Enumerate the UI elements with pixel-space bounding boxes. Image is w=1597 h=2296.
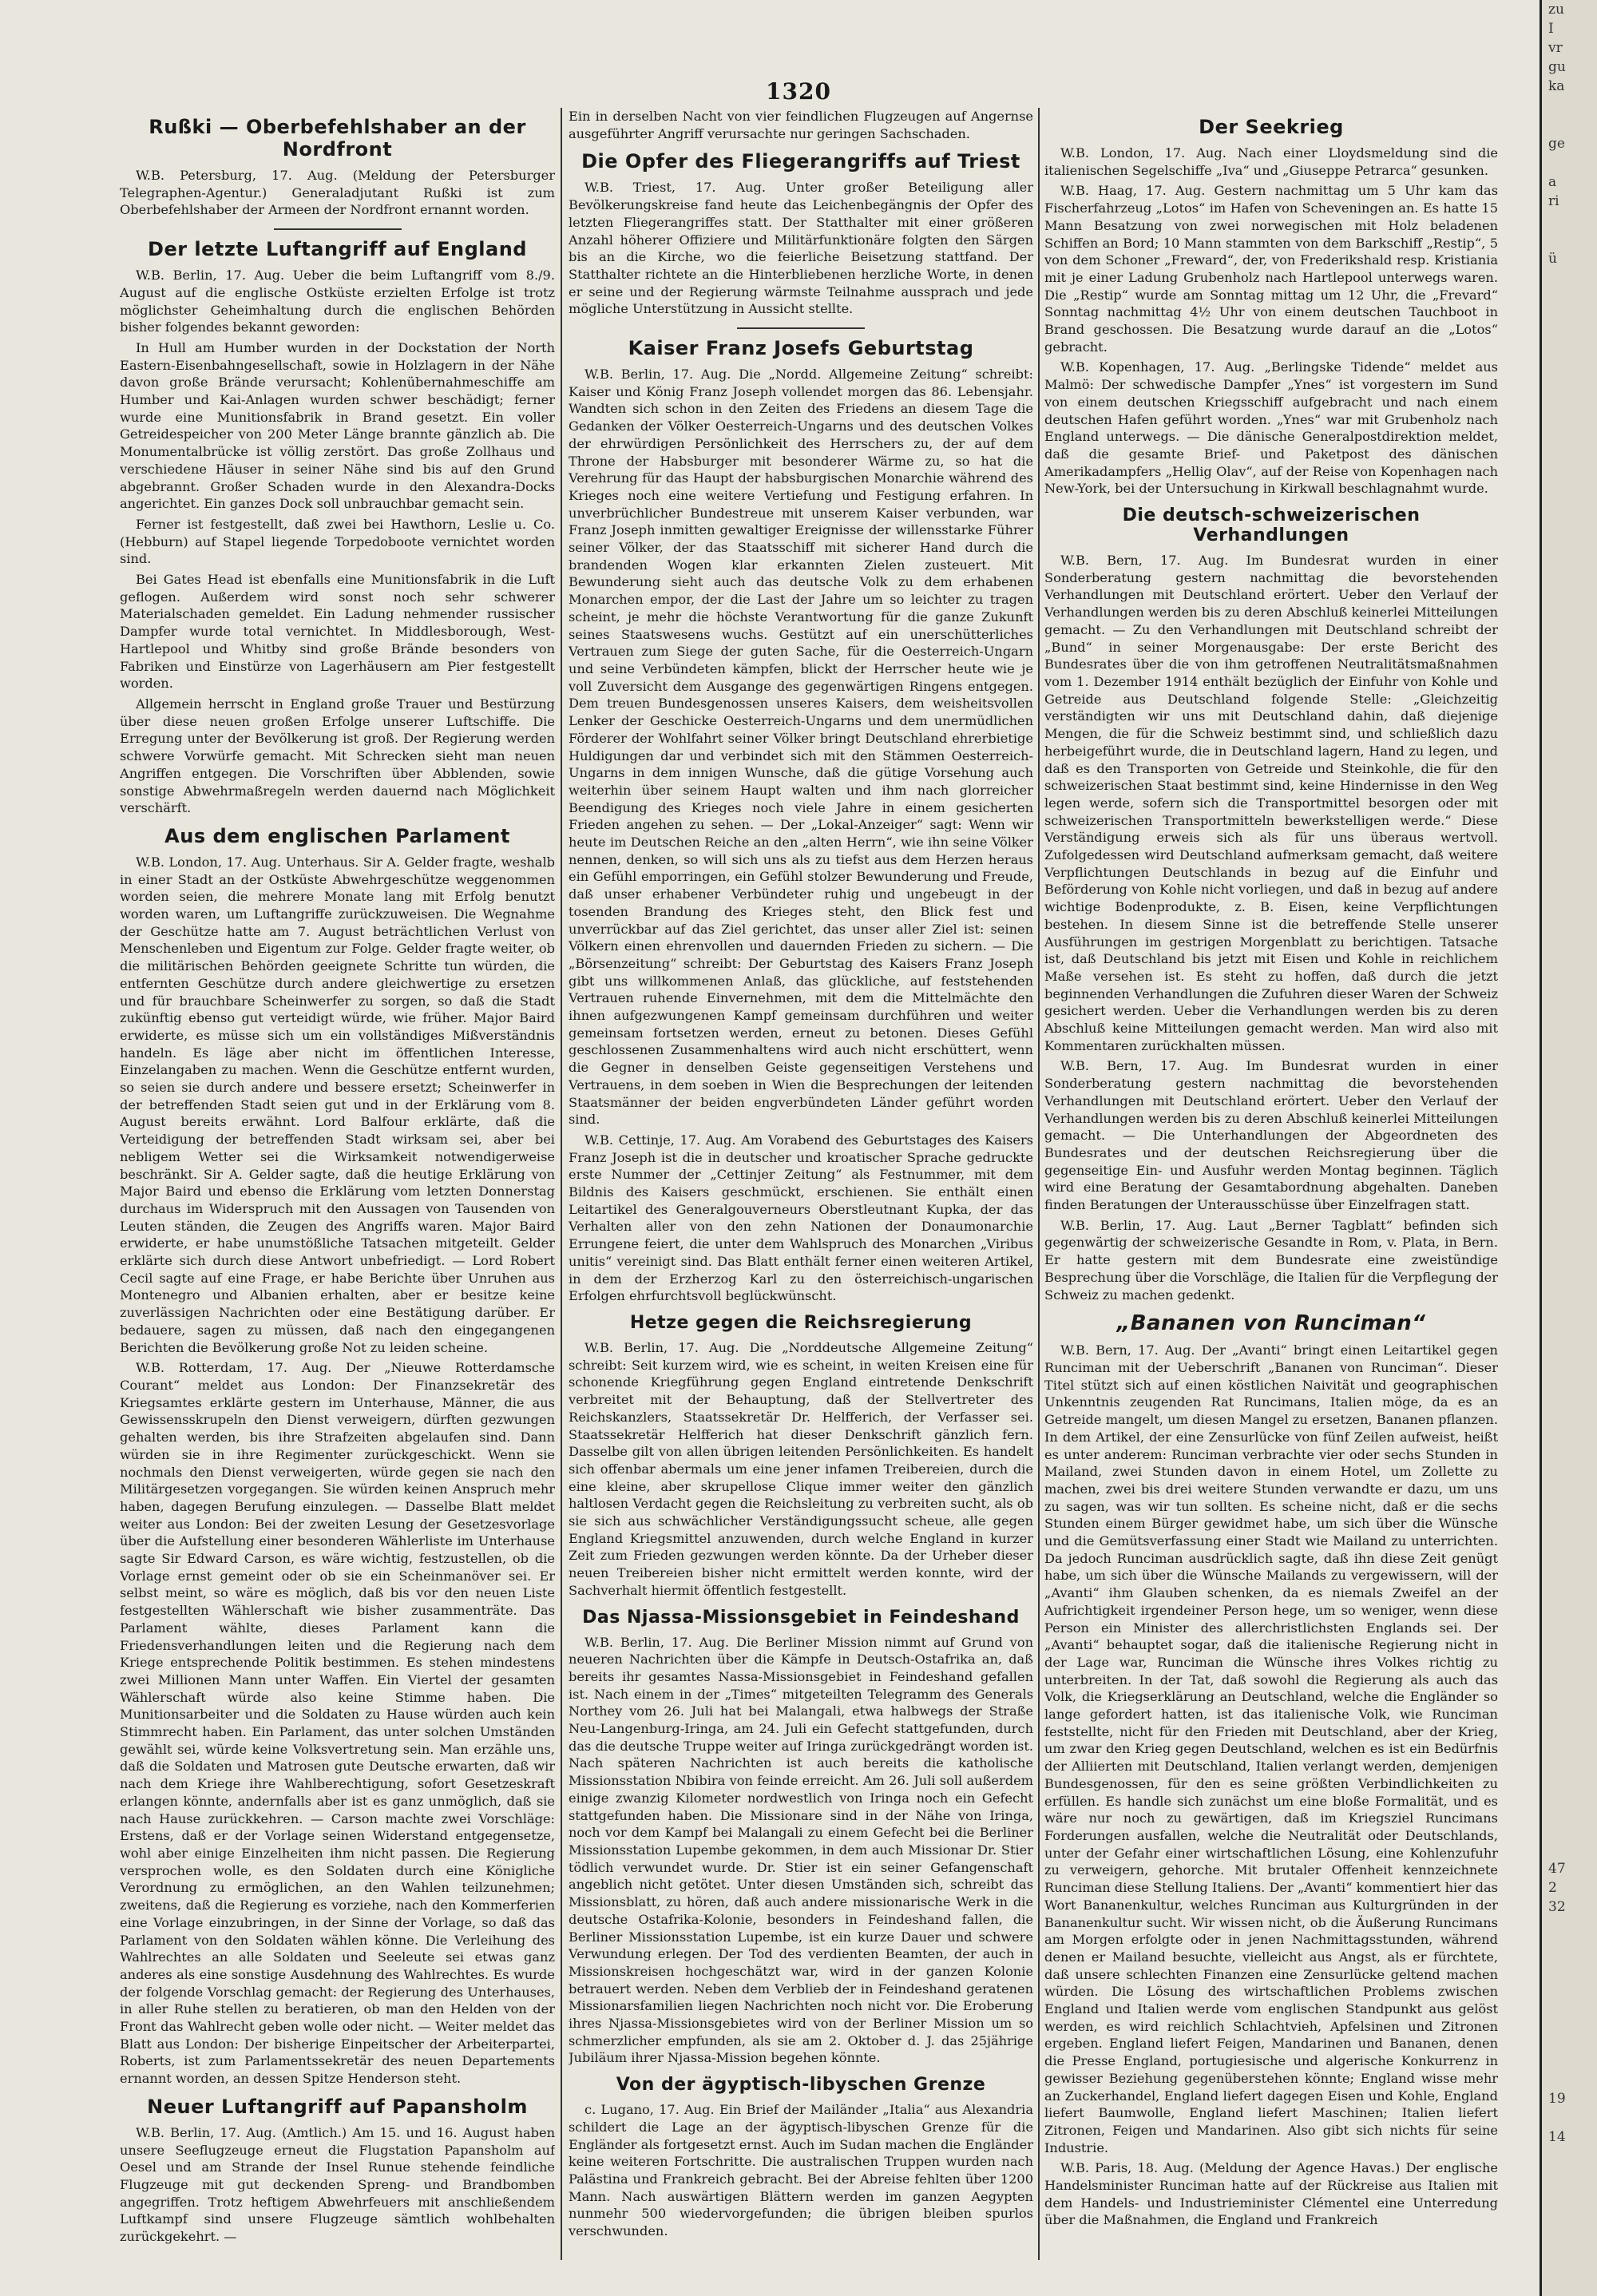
edge-fragment <box>1542 1035 1597 1054</box>
edge-fragment: I <box>1548 21 1554 37</box>
edge-fragment <box>1542 1572 1597 1591</box>
edge-fragment <box>1542 1265 1597 1284</box>
headline-luftangriff-england: Der letzte Luftangriff auf England <box>148 238 527 261</box>
edge-fragment: vr <box>1548 40 1563 56</box>
edge-fragment <box>1542 517 1597 537</box>
edge-fragment: 2 <box>1548 1880 1557 1896</box>
edge-fragment <box>1542 1437 1597 1457</box>
paragraph: W.B. Kopenhagen, 17. Aug. „Berlingske Tidende“ meldet aus Malmö: Der schwedische Dampfer „Ynes“ ist vorgestern im Sund von einem deutschen Kriegsschiff aufgebracht und nach einem deutschen Hafen geführt worden. „Ynes“ war mit Grubenholz nach England unterwegs. — Die dänische Generalpostdirektion meldet, daß die gesamte Brief- und Paketpost des dänischen Amerikadampfers „Hellig Olav“, auf der Reise von Kopenhagen nach New-York, bei der Untersuchung in Kirkwall beschlagnahmt wurde. <box>1044 359 1498 497</box>
edge-fragment <box>1542 1303 1597 1322</box>
edge-fragment <box>1542 1629 1597 1648</box>
edge-fragment <box>1542 383 1597 402</box>
edge-fragment <box>1542 153 1597 172</box>
edge-fragment <box>1542 1610 1597 1629</box>
paragraph: Ferner ist festgestellt, daß zwei bei Hawthorn, Leslie u. Co. (Hebburn) auf Stapel liegende Torpedoboote vernichtet worden sind. <box>120 516 555 567</box>
edge-fragment <box>1542 2108 1597 2127</box>
column-rule-1 <box>561 108 562 2260</box>
edge-fragment <box>1542 594 1597 613</box>
edge-fragment <box>1542 1457 1597 1476</box>
edge-fragment <box>1542 747 1597 767</box>
paragraph: W.B. Bern, 17. Aug. Im Bundesrat wurden in einer Sonderberatung gestern nachmittag die bevorstehenden Verhandlungen mit Deutschland erörtert. Ueber den Verlauf der Verhandlungen werden bis zu deren Abschluß keinerlei Mitteilungen gemacht. — Zu den Verhandlungen mit Deutschland schreibt der „Bund“ in seiner Morgenausgabe: Der erste Bericht des Bundesrates über die von ihm getroffenen Neutralitätsmaßnahmen vom 1. Dezember 1914 enthält bezüglich der Einfuhr von Kohle und Getreide aus Deutschland folgende Stelle: „Gleichzeitig verständigten wir uns mit Deutschland dahin, daß diejenige Mengen, die für die Schweiz bestimmt sind, und schließlich dazu herbeigeführt wurde, die in Deutschland lagern, Hand zu legen, und daß es den Transporten von Getreide und Steinkohle, die für den schweizerischen Staat bestimmt sind, keine Hindernisse in den Weg legen werde, sofern sich die Transportmittel besorgen oder mit schweizerischen Transportmitteln bewerkstelligen werde.“ Diese Verständigung erweis sich als für uns überaus wertvoll. Zufolgedessen wird Deutschland aufmerksam gemacht, daß weitere Verpflichtungen Deutschlands in bezug auf die Einfuhr und Beförderung von Kohle nicht vorliegen, und daß in bezug auf andere wichtige Bodenprodukte, z. B. Eisen, keine Verpflichtungen bestehen. In diesem Sinne ist die betreffende Stelle unserer Ausführungen im gestrigen Morgenblatt zu berichtigen. Tatsache ist, daß Deutschland bis jetzt mit Eisen und Kohle in reichlichem Maße versehen ist. Es steht zu hoffen, daß durch die jetzt beginnenden Verhandlungen die Zufuhren dieser Waren der Schweiz gesichert werden. Ueber die Verhandlungen werden bis zu deren Abschluß keine Mitteilungen gemacht werden. Man wird also mit Kommentaren zurückhalten müssen. <box>1044 553 1498 1053</box>
edge-fragment <box>1542 1648 1597 1667</box>
edge-fragment <box>1542 2051 1597 2070</box>
edge-fragment <box>1542 1840 1597 1859</box>
edge-fragment <box>1542 1322 1597 1342</box>
paragraph: W.B. Cettinje, 17. Aug. Am Vorabend des Geburtstages des Kaisers Franz Joseph ist die in deutscher und kroatischer Sprache gedruckte erste Nummer der „Cettinjer Zeitung“ als Festnummer, mit dem Bildnis des Kaisers geschmückt, erschienen. Sie enthält einen Leitartikel des Generalgouverneurs Oberstleutnant Kupka, der das Verhalten aller von den zehn Nationen der Donaumonarchie Errungene feiert, die unter dem Wahlspruch des Monarchen „Viribus unitis“ vereinigt sind. Das Blatt enthält ferner einen weiteren Artikel, in dem der Erzherzog Karl zu den österreichisch-ungarischen Erfolgen ehrfurchtsvoll beglückwünscht. <box>569 1132 1033 1304</box>
edge-fragment <box>1542 1725 1597 1744</box>
paragraph: W.B. London, 17. Aug. Unterhaus. Sir A. Gelder fragte, weshalb in einer Stadt an der Ostküste Abwehrgeschütze weggenommen worden seien, die mehrere Monate lang mit Erfolg benutzt worden waren, um Luftangriffe zurückzuweisen. Die Wegnahme der Geschütze hatte am 7. August beträchtlichen Verlust von Menschenleben und Eigentum zur Folge. Gelder fragte weiter, ob die militärischen Behörden geeignete Schritte tun würden, die entfernten Geschütze durch andere gleichwertige zu ersetzen und für brauchbare Scheinwerfer zu sorgen, so daß die Stadt zukünftig ebenso gut verteidigt würde, wie früher. Major Baird erwiderte, es müsse sich um ein vollständiges Mißverständnis handeln. Es läge aber nicht im öffentlichen Interesse, Einzelangaben zu machen. Wenn die Geschütze entfernt wurden, so seien sie durch andere und bessere ersetzt; Scheinwerfer in der betreffenden Stadt seien gut und in der Erklärung vom 8. August bereits erwähnt. Lord Balfour erklärte, daß die Verteidigung der betreffenden Stadt wirksam sei, aber bei nebligem Wetter sei die Wirksamkeit notwendigerweise beschränkt. Sir A. Gelder sagte, daß die heutige Erklärung von Major Baird und ebenso die Erklärung vom letzten Donnerstag durchaus im Widerspruch mit den Aussagen von Tausenden von Leuten ständen, die Zeugen des Angriffs waren. Major Baird erwiderte, er habe unumstößliche Tatsachen mitgeteilt. Gelder erklärte sich durch diese Antwort unbefriedigt. — Lord Robert Cecil sagte auf eine Frage, er habe Berichte über Unruhen aus Montenegro und Albanien erhalten, aber er besitze keine zuverlässigen Nachrichten oder eine Bestätigung darüber. Er bedauere, sagen zu müssen, daß nach den eingegangenen Berichten die Bevölkerung große Not zu leiden scheine. <box>120 854 555 1355</box>
edge-fragment <box>1542 2166 1597 2185</box>
edge-fragment: 19 <box>1548 2091 1566 2107</box>
edge-fragment <box>1542 422 1597 441</box>
edge-fragment <box>1542 767 1597 786</box>
edge-fragment <box>1542 997 1597 1016</box>
paragraph: W.B. Berlin, 17. Aug. (Amtlich.) Am 15. und 16. August haben unsere Seeflugzeuge erneut die Flugstation Papansholm auf Oesel und am Strande der Insel Runue stehende feindliche Flugzeuge mit gut deckenden Spreng- und Brandbomben angegriffen. Trotz heftigem Abwehrfeuers mit anschließendem Luftkampf sind unsere Flugzeuge sämtlich wohlbehalten zurückgekehrt. — <box>120 2124 555 2245</box>
headline-seekrieg: Der Seekrieg <box>1199 116 1344 138</box>
edge-fragment <box>1542 1112 1597 1131</box>
edge-fragment <box>1542 537 1597 556</box>
edge-fragment <box>1542 1936 1597 1955</box>
edge-fragment <box>1542 1207 1597 1227</box>
column-3 <box>1044 108 1498 2264</box>
edge-fragment <box>1542 1591 1597 1610</box>
edge-fragment <box>1542 1763 1597 1782</box>
edge-fragment <box>1542 901 1597 920</box>
edge-fragment <box>1542 843 1597 862</box>
edge-fragment <box>1542 1169 1597 1188</box>
edge-fragment <box>1542 307 1597 326</box>
page-number: 1320 <box>766 78 831 105</box>
edge-fragment <box>1542 556 1597 575</box>
edge-fragment <box>1542 326 1597 345</box>
paragraph: Ein in derselben Nacht von vier feindlichen Flugzeugen auf Angernse ausgeführter Angriff verursachte nur geringen Sachschaden. <box>569 109 1033 141</box>
divider <box>737 327 865 329</box>
edge-fragment <box>1542 805 1597 824</box>
edge-fragment <box>1542 1380 1597 1399</box>
edge-fragment <box>1542 1188 1597 1207</box>
edge-fragment <box>1542 1016 1597 1035</box>
edge-fragment <box>1542 613 1597 632</box>
column-rule-2 <box>1038 108 1040 2260</box>
column-2 <box>569 108 1033 2264</box>
edge-fragment <box>1542 1917 1597 1936</box>
paragraph: Bei Gates Head ist ebenfalls eine Munitionsfabrik in die Luft geflogen. Außerdem wird sonst noch sehr schwerer Materialschaden gemeldet. Ein Ladung nehmender russischer Dampfer wurde total vernichtet. In Middlesborough, West-Hartlepool und Whitby sind große Brände besonders von Fabriken und Einstürze von Lagerhäusern am Pier festgestellt worden. <box>120 572 555 692</box>
paragraph: W.B. Haag, 17. Aug. Gestern nachmittag um 5 Uhr kam das Fischerfahrzeug „Lotos“ im Hafen von Scheveningen an. Es hatte 15 Mann Besatzung von zwei norwegischen mit Holz beladenen Schiffen an Bord; 10 Mann stammten von dem Barkschiff „Restip“, 5 von dem Schoner „Freward“, der, von Frederikshald resp. Kristiania mit je einer Ladung Grubenholz nach Hartlepool unterwegs waren. Die „Restip“ wurde am Sonntag mittag um 12 Uhr, die „Frevard“ Sonntag nachmittag 4½ Uhr von einem deutschen Tauchboot in Brand geschossen. Die Besatzung wurde darauf an die „Lotos“ gebracht. <box>1044 183 1498 355</box>
headline-triest: Die Opfer des Fliegerangriffs auf Triest <box>581 150 1020 173</box>
edge-fragment <box>1542 1054 1597 1073</box>
edge-fragment <box>1542 1284 1597 1303</box>
divider <box>274 228 402 230</box>
edge-fragment <box>1542 671 1597 690</box>
edge-fragment <box>1542 862 1597 882</box>
edge-fragment <box>1542 824 1597 843</box>
edge-fragment <box>1542 632 1597 652</box>
edge-fragment <box>1542 575 1597 594</box>
edge-fragment <box>1542 958 1597 977</box>
edge-fragment <box>1542 728 1597 747</box>
edge-fragment: ka <box>1548 78 1565 94</box>
edge-fragment <box>1542 2070 1597 2089</box>
edge-fragment <box>1542 1073 1597 1092</box>
headline-franz-josef: Kaiser Franz Josefs Geburtstag <box>628 337 974 360</box>
edge-fragment <box>1542 690 1597 709</box>
edge-fragment: gu <box>1548 59 1566 75</box>
edge-fragment <box>1542 268 1597 287</box>
headline-papansholm: Neuer Luftangriff auf Papansholm <box>147 2095 528 2118</box>
headline-englisches-parlament: Aus dem englischen Parlament <box>164 824 510 847</box>
paragraph: W.B. Berlin, 17. Aug. Die „Norddeutsche Allgemeine Zeitung“ schreibt: Seit kurzem wird, wie es scheint, in weiten Kreisen eine für schonende Kriegführung gegen England eintretende Denkschrift verbreitet mit der Behauptung, daß der Stellvertreter des Reichskanzlers, Staatssekretär Dr. Helfferich, der Verfasser sei. Staatssekretär Helfferich hat dieser Denkschrift gänzlich fern. Dasselbe gilt von allen übrigen leitenden Persönlichkeiten. Es handelt sich offenbar abermals um eine jener infamen Treibereien, durch die eine kleine, aber skrupellose Clique immer weiter den gänzlich haltlosen Verdacht gegen die Reichsleitung zu verbreiten sucht, als ob sie sich aus schwächlicher Verständigungssucht scheue, alle gegen England Kriegsmittel anzuwenden, durch welche England in kurzer Zeit zum Frieden gezwungen werden könnte. Da der Urheber dieser neuen Treibereien bisher nicht ermittelt werden konnte, wird der Sachverhalt hiermit öffentlich festgestellt. <box>569 1340 1033 1598</box>
edge-fragment: 14 <box>1548 2129 1566 2145</box>
edge-fragment <box>1542 402 1597 422</box>
edge-fragment: 32 <box>1548 1899 1566 1915</box>
edge-fragment <box>1542 96 1597 115</box>
edge-fragment <box>1542 1533 1597 1552</box>
adjacent-page-edge <box>1540 0 1597 2296</box>
edge-fragment <box>1542 1092 1597 1112</box>
edge-fragment <box>1542 1227 1597 1246</box>
edge-fragment <box>1542 2032 1597 2051</box>
edge-fragment <box>1542 1821 1597 1840</box>
edge-fragment <box>1542 977 1597 997</box>
edge-fragment <box>1542 1361 1597 1380</box>
edge-fragment <box>1542 1495 1597 1514</box>
edge-fragment <box>1542 1744 1597 1763</box>
edge-fragment <box>1542 2147 1597 2166</box>
edge-fragment <box>1542 1706 1597 1725</box>
edge-fragment <box>1542 2223 1597 2242</box>
edge-fragment <box>1542 1974 1597 1993</box>
headline-runciman: „Bananen von Runciman“ <box>1116 1311 1426 1336</box>
headline-njassa: Das Njassa-Missionsgebiet in Feindeshand <box>582 1607 1020 1628</box>
paragraph: W.B. Bern, 17. Aug. Im Bundesrat wurden in einer Sonderberatung gestern nachmittag die bevorstehenden Verhandlungen mit Deutschland erörtert. Ueber den Verlauf der Verhandlungen werden bis zu deren Abschluß keinerlei Mitteilungen gemacht. — Die Unterhandlungen der Abgeordneten des Bundesrates und der deutschen Reichsregierung über die gegenseitige Ein- und Ausfuhr werden Montag beginnen. Täglich wird eine Beratung der Gesamtabordnung abgehalten. Daneben finden Beratungen der Unterausschüsse über Einzelfragen statt. <box>1044 1058 1498 1213</box>
paragraph: W.B. Bern, 17. Aug. Der „Avanti“ bringt einen Leitartikel gegen Runciman mit der Ueberschrift „Bananen von Runciman“. Dieser Titel stützt sich auf einen köstlichen Naivität und geographischen Unkenntnis zeugenden Rat Runcimans, Italien möge, da es an Getreide mangelt, um diesen Mangel zu ersetzen, Bananen pflanzen. In dem Artikel, der eine Zensurlücke von fünf Zeilen aufweist, heißt es unter anderem: Runciman verbrachte vier oder sechs Stunden in Mailand, zwei Stunden davon in einem Hotel, um Zollette zu machen, zwei bis drei weitere Stunden verwandte er dazu, um uns zu sagen, was wir tun sollten. Es scheine nicht, daß er die sechs Stunden einem Bürger gewidmet habe, um sich über die Wünsche und die Gemütsverfassung einer Stadt wie Mailand zu unterrichten. Da jedoch Runciman ausdrücklich sagte, daß ihn diese Zeit genügt habe, um sich über die Wünsche Mailands zu vergewissern, will der „Avanti“ ihm Glauben schenken, da es niemals Zweifel an der Aufrichtigkeit irgendeiner Person hege, um so weniger, wenn diese Person ein Minister des allerchristlichsten Englands sei. Der „Avanti“ behauptet sogar, daß die italienische Regierung nicht in der Lage war, Runciman die Wünsche ihres Volkes richtig zu unterbreiten. In der Tat, daß sowohl die Regierung als auch das Volk, die Kriegserklärung an Deutschland, welche die Engländer so lange gefordert hatten, ist das italienische Volk, wie Runciman feststellte, nicht für den Frieden mit Deutschland, aber der Krieg, um zwar den Krieg gegen Deutschland, welchen es ist ein Bedürfnis der Alliierten mit Deutschland, Italien verlangt werden, demjenigen Bundesgenossen, für den es seine größten Verbindlichkeiten zu erfüllen. Es handle sich zunächst um eine bloße Formalität, und es wäre nur noch zu gewärtigen, daß im Kriegsziel Runcimans Forderungen ausfallen, welche die Neutralität oder Deutschlands, unter der Gefahr einer wirtschaftlichen Lösung, eine Kohlenzufuhr zu verweigern, gehorche. Mit brutaler Offenheit kennzeichnete Runciman diese Stellung Italiens. Der „Avanti“ kommentiert hier das Wort Bananenkultur, welches Runciman aus Kulturgründen in der Bananenkultur sucht. Wir wissen nicht, ob die Äußerung Runcimans am Morgen erfolgte oder in jenen Nachmittagsstunden, während denen er Mailand besuchte, vielleicht aus Angst, als er fürchtete, daß unsere schlechten Finanzen eine Zensurlücke geltend machen würden. Die Lösung des wirtschaftlichen Problems zwischen England und Italien werde vom englischen Standpunkt aus gelöst werden, es wird reichlich Schlachtvieh, Apfelsinen und Zitronen ergeben. England liefert Feigen, Mandarinen und Bananen, denen die Presse England, portugiesische und algerische Konkurrenz in gewisser Beziehung gegenüberstehen könnte; England wisse mehr an Zuckerhandel, England liefert dagegen Eisen und Kohle, England liefert Baumwolle, England liefert Maschinen; Italien liefert Zitronen, Feigen und Mandarinen. Also gibt sich nichts für seine Industrie. <box>1044 1342 1498 2155</box>
edge-fragment <box>1542 1246 1597 1265</box>
edge-fragment <box>1542 1802 1597 1821</box>
edge-fragment <box>1542 1552 1597 1572</box>
edge-fragment: zu <box>1548 2 1564 18</box>
edge-fragment <box>1542 786 1597 805</box>
paragraph: W.B. London, 17. Aug. Nach einer Lloydsmeldung sind die italienischen Segelschiffe „Iva“ und „Giuseppe Petrarca“ gesunken. <box>1044 145 1498 178</box>
edge-fragment <box>1542 287 1597 307</box>
edge-fragment <box>1542 2204 1597 2223</box>
edge-fragment <box>1542 345 1597 364</box>
headline-schweiz: Die deutsch-schweizerischen Verhandlungen <box>1122 506 1421 546</box>
paragraph: W.B. Berlin, 17. Aug. Die „Nordd. Allgemeine Zeitung“ schreibt: Kaiser und König Franz Joseph vollendet morgen das 86. Lebensjahr. Wandten sich schon in den Zeiten des Friedens an diesem Tage die Gedanken der Völker Oesterreich-Ungarns und des deutschen Volkes der ehrwürdigen Persönlichkeit des Herrschers zu, der auf dem Throne der Habsburger mit besonderer Wärme zu, so hat die Verehrung für das Haupt der habsburgischen Monarchie während des Krieges noch eine weitere Vertiefung und Festigung erfahren. In unverbrüchlicher Bundestreue mit unserem Kaiser verbunden, war Franz Joseph inmitten gewaltiger Ereignisse der willensstarke Führer seiner Völker, der das Staatsschiff mit sicherer Hand durch die brandenden Wogen klar erkannten Zielen zusteuert. Mit Bewunderung sieht auch das deutsche Volk zu dem erhabenen Monarchen empor, der die Last der Jahre um so leichter zu tragen scheint, je mehr die höchste Verantwortung für die ganze Zukunft seines Staatswesens wuchs. Gestützt auf ein unerschütterliches Vertrauen zum Siege der guten Sache, für die Oesterreich-Ungarn und seine Verbündeten kämpfen, blickt der Herrscher heute wie je voll Zuversicht dem Ausgange des gegenwärtigen Ringens entgegen. Dem treuen Bundesgenossen unseres Kaisers, dem weisheitsvollen Lenker der Geschicke Oesterreich-Ungarns und dem unermüdlichen Förderer der Wohlfahrt seiner Völker bringt Deutschland ehrerbietige Huldigungen dar und verbindet sich mit den Stämmen Oesterreich-Ungarns in dem innigen Wunsche, daß die gütige Vorsehung auch weiterhin über seinem Haupt walten und ihm nach glorreicher Beendigung des Krieges noch viele Jahre in einem gesicherten Frieden angehen zu sehen. — Der „Lokal-Anzeiger“ sagt: Wenn wir heute im Deutschen Reiche an den „alten Herrn“, wie ihn seine Völker nennen, denken, so will sich uns als zu tiefst aus dem Herzen heraus ein Gefühl emporringen, ein Gefühl stolzer Bewunderung und Freude, daß unser erhabener Verbündeter ruhig und ungebeugt in der tosenden Brandung des Krieges steht, den Blick fest und unverrückbar auf das Ziel gerichtet, das unser aller Ziel ist: seinen Völkern einen ehrenvollen und dauernden Frieden zu sichern. — Die „Börsenzeitung“ schreibt: Der Geburtstag des Kaisers Franz Joseph gibt uns willkommenen Anlaß, das glückliche, auf feststehenden Vertrauen ruhende Einvernehmen, mit dem die Mittelmächte den ihnen aufgezwungenen Kampf gemeinsam durchführen und weiter gemeinsam fortsetzen werden, erneut zu betonen. Dieses Gefühl geschlossenen Zusammenhaltens wird auch nicht erschüttert, wenn die Gegner in denselben Geiste gegenseitigen Verstehens und Vertrauens, in dem soeben in Wien die Besprechungen der leitenden Staatsmänner der beiden engverbündeten Länder geführt worden sind. <box>569 367 1033 1128</box>
edge-fragment: ge <box>1548 136 1565 152</box>
article-russki: W.B. Petersburg, 17. Aug. (Meldung der Petersburger Telegraphen-Agentur.) Generaladjutant Rußki ist zum Oberbefehlshaber der Armeen der Nordfront ernannt worden. <box>120 168 555 218</box>
edge-fragment <box>1542 920 1597 939</box>
paragraph: W.B. Berlin, 17. Aug. Ueber die beim Luftangriff vom 8./9. August auf die englische Ostküste erzielten Erfolge ist trotz möglichster Geheimhaltung durch die englischen Behörden bisher folgendes bekannt geworden: <box>120 268 555 335</box>
edge-fragment <box>1542 882 1597 901</box>
headline-russki: Rußki — Oberbefehlshaber an der Nordfront <box>149 116 526 161</box>
edge-fragment <box>1542 1667 1597 1687</box>
edge-fragment <box>1542 1476 1597 1495</box>
headline-aegyptisch-libysch: Von der ägyptisch-libyschen Grenze <box>616 2075 986 2096</box>
edge-fragment <box>1542 1514 1597 1533</box>
edge-fragment <box>1542 441 1597 460</box>
edge-fragment <box>1542 2012 1597 2032</box>
edge-fragment <box>1542 498 1597 517</box>
edge-fragment <box>1542 1687 1597 1706</box>
edge-fragment: ü <box>1548 251 1557 267</box>
paragraph: W.B. Berlin, 17. Aug. Die Berliner Mission nimmt auf Grund von neueren Nachrichten über die Kämpfe in Deutsch-Ostafrika an, daß bereits ihr gesamtes Nassa-Missionsgebiet in Feindeshand gefallen ist. Nach einem in der „Times“ mitgeteilten Telegramm des Generals Northey vom 26. Juli hat bei Malangali, etwa halbwegs der Straße Neu-Langenburg-Iringa, am 24. Juli ein Gefecht stattgefunden, durch das die deutsche Truppe weiter auf Iringa zurückgedrängt worden ist. Nach späteren Nachrichten ist auch bereits die katholische Missionsstation Nbibira von feinde erreicht. Am 26. Juli soll außerdem einige zwanzig Kilometer nordwestlich von Iringa noch ein Gefecht stattgefunden haben. Die Missionare sind in der Nähe von Iringa, noch vor dem Kampf bei Malangali zu einem Gefecht bei die Berliner Missionsstation Lupembe gekommen, in dem auch Missionar Dr. Stier tödlich verwundet wurde. Dr. Stier ist ein seiner Gefangenschaft angeblich nicht getötet. Unter diesen Umständen sich, schreibt das Missionsblatt, zu hören, daß auch andere missionarische Werk in die deutsche Ostafrika-Kolonie, besonders in Feindeshand fallen, die Berliner Missionsstation Lupembe, ist ein kurze Dauer und schwere Verwundung erlegen. Der Tod des verdienten Beamten, der auch in Missionskreisen hochgeschätzt war, wird in der ganzen Kolonie betrauert werden. Neben dem Verblieb der in Feindeshand geratenen Missionarsfamilien liegen Nachrichten noch nicht vor. Die Eroberung ihres Njassa-Missionsgebietes wird von der Berliner Mission um so schmerzlicher empfunden, als sie am 2. Oktober d. J. das 25jährige Jubiläum ihrer Njassa-Mission begehen könnte. <box>569 1634 1033 2066</box>
paragraph: In Hull am Humber wurden in der Dockstation der North Eastern-Eisenbahngesellschaft, sowie in Holzlagern in der Nähe davon große Brände verursacht; Kohlenübernahmeschiffe am Humber und Kai-Anlagen wurden schwer beschädigt; ferner wurde eine Munitionsfabrik in Brand gesetzt. Ein voller Getreidespeicher von 200 Meter Länge brannte gänzlich ab. Die Monumentalbrücke ist völlig zerstört. Das große Zollhaus und verschiedene Häuser in seiner Nähe sind bis auf den Grund abgebrannt. Großer Schaden wurde in den Alexandra-Docks angerichtet. Ein ganzes Dock soll unbrauchbar gemacht sein. <box>120 339 555 512</box>
edge-fragment <box>1542 479 1597 498</box>
edge-fragment <box>1542 1399 1597 1418</box>
edge-fragment <box>1542 1955 1597 1974</box>
edge-fragment <box>1542 1993 1597 2012</box>
paragraph: c. Lugano, 17. Aug. Ein Brief der Mailänder „Italia“ aus Alexandria schildert die Lage an der ägyptisch-libyschen Grenze für die Engländer als fortgesetzt ernst. Auch im Sudan machen die Engländer keine weiteren Fortschritte. Die australischen Truppen wurden nach Palästina und Frankreich gebracht. Bei der Abreise fehlten über 1200 Mann. Nach auswärtigen Blättern werden im ganzen Aegypten nunmehr 500 wiedervorgefunden; die übrigen bleiben spurlos verschwunden. <box>569 2102 1033 2239</box>
headline-hetze: Hetze gegen die Reichsregierung <box>629 1313 973 1333</box>
edge-fragment: a <box>1548 174 1557 190</box>
edge-fragment <box>1542 709 1597 728</box>
edge-fragment <box>1542 1418 1597 1437</box>
edge-fragment: 47 <box>1548 1861 1566 1877</box>
edge-fragment <box>1542 939 1597 958</box>
paragraph: W.B. Berlin, 17. Aug. Laut „Berner Tagblatt“ befinden sich gegenwärtig der schweizerische Gesandte in Rom, v. Plata, in Bern. Er hatte gestern mit dem Bundesrate eine zweistündige Besprechung über die Vorschläge, die Italien für die Verpflegung der Schweiz zu machen gedenkt. <box>1044 1217 1498 1303</box>
edge-fragment <box>1542 652 1597 671</box>
edge-fragment <box>1542 1131 1597 1150</box>
edge-fragment <box>1542 460 1597 479</box>
column-1 <box>120 108 555 2264</box>
edge-fragment: ri <box>1548 193 1559 209</box>
edge-fragment <box>1542 364 1597 383</box>
edge-fragment <box>1542 1782 1597 1802</box>
edge-fragment <box>1542 1150 1597 1169</box>
edge-fragment <box>1542 2185 1597 2204</box>
paragraph: Allgemein herrscht in England große Trauer und Bestürzung über diese neuen großen Erfolge unserer Luftschiffe. Die Erregung unter der Bevölkerung ist groß. Der Regierung werden schwere Vorwürfe gemacht. Mit Schrecken sieht man neuen Angriffen entgegen. Die Vorschriften über Abblenden, sowie sonstige Abwehrmaßregeln werden dauernd nach Möglichkeit verschärft. <box>120 696 555 816</box>
paragraph: W.B. Triest, 17. Aug. Unter großer Beteiligung aller Bevölkerungskreise fand heute das Leichenbegängnis der Opfer des letzten Fliegerangriffes statt. Der Statthalter mit einer größeren Anzahl höherer Offiziere und Militärfunktionäre folgten den Särgen bis an die Kirche, wo die feierliche Beisetzung stattfand. Der Statthalter richtete an die Hinterbliebenen herzliche Worte, in denen er seine und der Regierung wärmste Teilnahme aussprach und jede mögliche Unterstützung in Aussicht stellte. <box>569 180 1033 317</box>
edge-fragment <box>1542 211 1597 230</box>
edge-fragment <box>1542 1342 1597 1361</box>
edge-fragment <box>1542 230 1597 249</box>
paragraph: W.B. Rotterdam, 17. Aug. Der „Nieuwe Rotterdamsche Courant“ meldet aus London: Der Finanzsekretär des Kriegsamtes erklärte gestern im Unterhause, Männer, die aus Gewissensskrupeln den Dienst verweigern, dürften gezwungen gehalten werden, bis ihre Strafzeiten abgelaufen sind. Dann würden sie in ihre Regimenter zurückgeschickt. Wenn sie nochmals den Dienst verweigerten, würde gegen sie nach den Militärgesetzen vorgegangen. Sie würden keinen Anspruch mehr haben, dagegen Berufung einzulegen. — Dasselbe Blatt meldet weiter aus London: Bei der zweiten Lesung der Gesetzesvorlage über die Aufstellung einer besonderen Wählerliste im Unterhause sagte Sir Edward Carson, es wäre wichtig, festzustellen, ob die Vorlage ernst gemeint oder ob sie ein Scheinmanöver sei. Er selbst meint, so wäre es möglich, daß bis vor den neuen Liste festgestellten Wählerschaft wie bisher zusammenträte. Das Parlament wählte, dieses Parlament kann die Friedensverhandlungen leiten und die Regierung nach dem Kriege entsprechende Politik bestimmen. Es stehen mindestens zwei Millionen Mann unter Waffen. Ein Viertel der gesamten Wählerschaft würde also keine Stimme haben. Die Munitionsarbeiter und die Soldaten zu Hause würden auch kein Stimmrecht haben. Ein Parlament, das unter solchen Umständen gewählt sei, würde keine Volksvertretung sein. Man erzähle uns, daß die Soldaten und Matrosen gute Deutsche erwarten, daß wir nach dem Kriege ihre Wahlberechtigung, sofort Gesetzeskraft erlangen könnte, andernfalls aber ist es ganz unmöglich, daß sie nach Hause zurückkehren. — Carson machte zwei Vorschläge: Erstens, daß er der Vorlage seinen Widerstand entgegensetze, wohl aber einige Einzelheiten ihm nicht passen. Die Regierung versprochen wolle, es den Soldaten durch eine Königliche Verordnung zu ermöglichen, an den Wahlen teilzunehmen; zweitens, daß die Regierung es vorziehe, nach den Kommerferien eine Vorlage einzubringen, in der Sinne der Vorlage, so daß das Parlament von den Soldaten wählen könne. Die Verleihung des Wahlrechtes an alle Soldaten und Seeleute sei etwas ganz anderes als eine sonstige Ausdehnung des Wahlrechtes. Es wurde der folgende Vorschlag gemacht: der Regierung des Unterhauses, in aller Ruhe stellen zu beratieren, ob man den Helden von der Front das Wahlrecht geben wolle oder nicht. — Weiter meldet das Blatt aus London: Der bisherige Einpeitscher der Arbeiterpartei, Roberts, ist zum Parlamentssekretär des neuen Departements ernannt worden, an dessen Spitze Henderson steht. <box>120 1360 555 2087</box>
paragraph: W.B. Paris, 18. Aug. (Meldung der Agence Havas.) Der englische Handelsminister Runciman hatte auf der Rückreise aus Italien mit dem Handels- und Industrieminister Clémentel eine Unterredung über die Maßnahmen, die England und Frankreich <box>1044 2160 1498 2228</box>
edge-fragment <box>1542 115 1597 134</box>
